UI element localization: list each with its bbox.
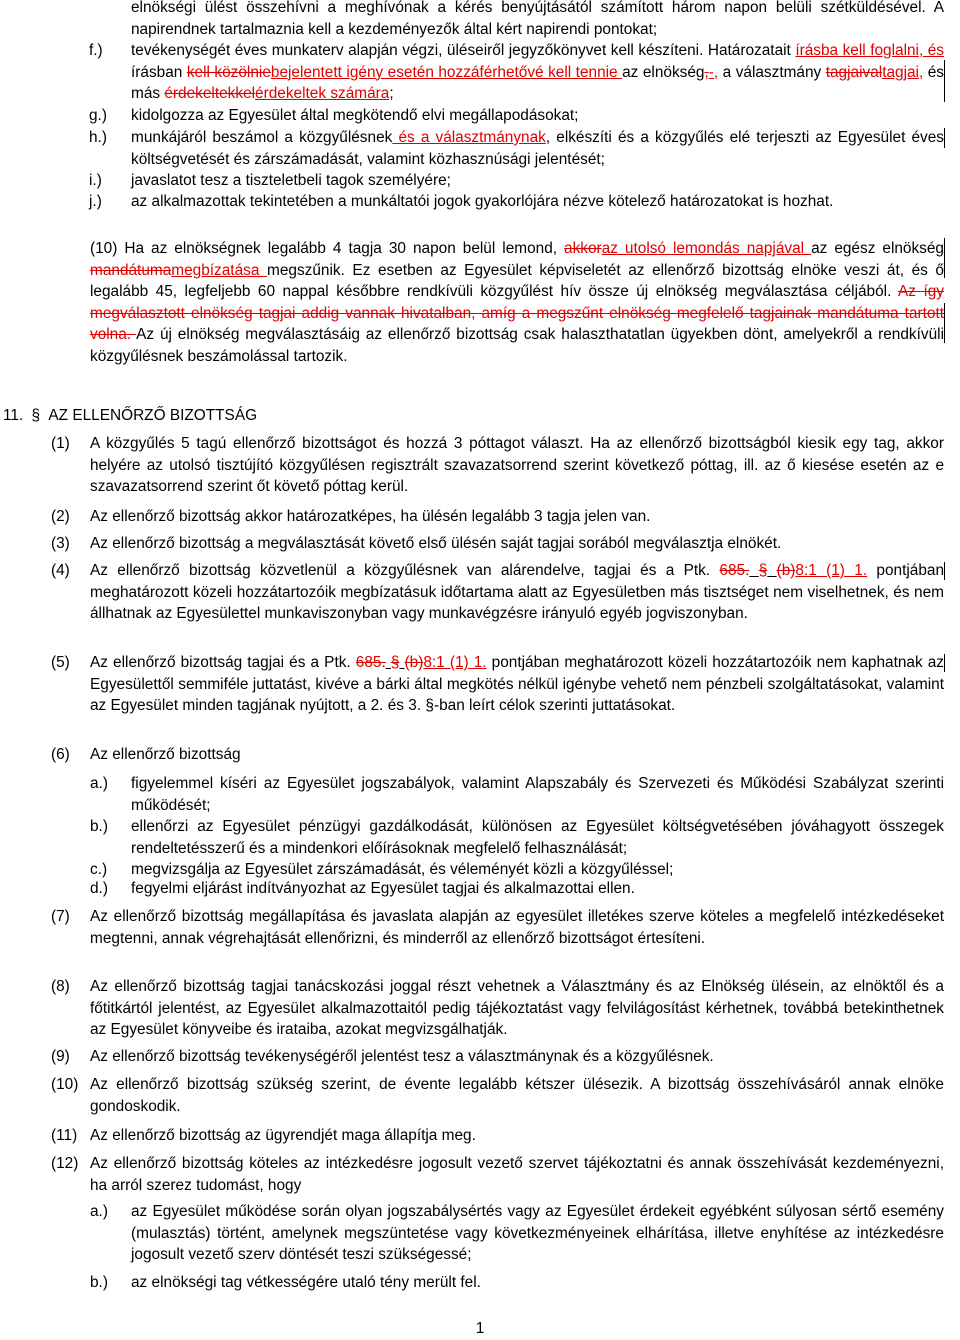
para-11-text: Az ellenőrző bizottság az ügyrendjét maga állapítja meg. [90,1127,476,1144]
para-6-d-label: d.) [90,880,108,897]
item-h-label: h.) [89,129,107,146]
para-9-text: Az ellenőrző bizottság tevékenységéről jelentést tesz a választmánynak és a közgyűlésnek. [90,1048,714,1065]
inserted-text: -, [708,63,719,81]
text-run [749,562,758,579]
inserted-text: tagjai, [882,63,924,81]
para-10-text: Az ellenőrző bizottság szükség szerint, de évente legalább kétszer ülésezik. A bizottság összehívásáról annak elnöke gondoskodik. [90,1076,944,1115]
para-12-b-label: b.) [90,1274,108,1291]
deleted-text: , [704,63,709,81]
section-title: AZ ELLENŐRZŐ BIZOTTSÁG [48,407,258,424]
text-run: megszűnik. Ez esetben az Egyesület képviseletét az ellenőrző bizottság elnöke veszi át, és ő legalább 45, legfeljebb 60 nappal későbbre rendkívüli közgyűlést hív össze új elnökség megválasztása céljából. [90,261,944,300]
para-6-d-text: fegyelmi eljárást indítványozhat az Egyesület tagjai és alkalmazottai ellen. [131,880,635,897]
para-6-a-label: a.) [90,775,108,792]
para-6-c-label: c.) [90,861,108,878]
item-h-text [131,127,944,170]
para-6-a-text: figyelemmel kíséri az Egyesület jogszabályok, valamint Alapszabály és Szervezeti és Működési Szabályzat szerinti működését; [131,775,944,814]
para-12-a-text: az Egyesület működése során olyan jogszabálysértés vagy az Egyesület érdekeit egyébként súlyosan sértő esemény (mulasztás) történt, amelynek megszüntetése vagy következményeinek elhárítása, illetve enyhítése az intézkedésre jogosult vezető szerv döntését teszi szükségessé; [131,1203,944,1263]
page-number: 1 [475,1320,485,1337]
para-7-text: Az ellenőrző bizottság megállapítása és javaslata alapján az egyesület illetékes szerve köteles a megfelelő intézkedéseket megtenni, annak végrehajtását ellenőrizni, és minderről az ellenőrző bizottságot értesíteni. [90,908,944,947]
text-run: pontjában meghatározott közeli hozzátartozóik nem kaphatnak az Egyesülettől semmiféle juttatást, kivéve a bárki által megkötés nélkül igénybe vehető nem pénzbeli szolgáltatásokat, valamint az Egyesület minden tagjának nyújtott, a 2. és 3. [90,654,945,714]
inserted-text: 8:1 (1) 1. [423,654,487,671]
deleted-text: érdekeltekkel [164,85,256,102]
para-6-b-text: ellenőrzi az Egyesület pénzügyi gazdálkodását, különösen az Egyesület költségvetésében jóváhagyott összegek rendeltetésszerű és a mindenkori előírásoknak megfelelő felhasználását; [131,818,944,857]
deleted-text: akkor [564,240,602,257]
text-run: munkájáról beszámol a közgyűlésnek [131,129,393,146]
para-1-label: (1) [51,435,70,452]
text-run: , elkészíti és a közgyűlés elé terjeszti az Egyesület éves költségvetését és zárszámadását, valamint közhasznúsági jelentését; [131,129,944,168]
para-5-text [90,652,944,717]
inserted-text: megbízatása [171,261,267,279]
change-bar [944,128,945,148]
deleted-text: kell közölnie [186,63,271,81]
change-bar [944,238,945,278]
para-6-c-text: megvizsgálja az Egyesület zárszámadását, és véleményét közli a közgyűléssel; [131,861,674,878]
para-12-text: Az ellenőrző bizottság köteles az intézkedésre jogosult vezető szervet tájékoztatni és annak összehívását kezdeményezni, ha arról szerez tudomást, hogy [90,1155,944,1194]
deleted-text: (b) [776,562,796,579]
inserted-text: 8:1 (1) 1. [795,562,868,579]
para-11-label: (11) [51,1127,78,1144]
text-run: Az új elnökség megválasztásáig az ellenőrző bizottság csak halaszthatatlan ügyekben dönt, amelyekről a rendkívüli közgyűlésnek beszámolással tartozik. [90,326,944,365]
para-3-text: Az ellenőrző bizottság a megválasztását követő első ülésén saját tagjai sorából megválasztja elnökét. [90,535,782,552]
item-j-label: j.) [89,193,102,210]
inserted-text: írásba kell foglalni, és [795,42,944,59]
item-g-label: g.) [89,107,107,124]
item-i-text: javaslatot tesz a tiszteletbeli tagok személyére; [131,172,451,189]
text-run: a választmány [718,63,826,81]
deleted-text: § [758,562,768,579]
item-i-label: i.) [89,172,102,189]
para-12-a-label: a.) [90,1203,108,1220]
para-2-label: (2) [51,508,70,525]
inserted-text: az utolsó lemondás napjával [601,240,812,257]
text-run [767,562,776,579]
text-run: és más [131,63,945,102]
para-7-label: (7) [51,908,70,925]
deleted-text: Az így megválasztott elnökség tagjai addig vannak hivatalban, amíg a megszűnt elnökség megfelelő tagjainak mandátuma tartott volna. [90,283,944,343]
text-run: Az ellenőrző bizottság tagjai és a Ptk. [90,654,356,671]
para-8-label: (8) [51,978,70,995]
para-6-label: (6) [51,746,70,763]
item-f-text [131,40,944,105]
deleted-text: 685. [719,562,750,579]
deleted-text: § [390,654,400,671]
deleted-text: (b) [404,654,424,671]
para-3-label: (3) [51,535,70,552]
section-sign: § [31,407,41,424]
para-12-label: (12) [51,1155,79,1172]
para-9-label: (9) [51,1048,70,1065]
text-run: Az ellenőrző bizottság közvetlenül a közgyűlésnek van alárendelve, tagjai és a Ptk. [90,562,720,579]
item-j-text: az alkalmazottak tekintetében a munkáltatói jogok gyakorlójára nézve kötelező határozatokat is hozhat. [131,193,834,210]
text-run: tevékenységét éves munkaterv alapján végzi, üléseiről jegyzőkönyvet kell készíteni. Határozatait [131,42,796,59]
paragraph-10 [90,238,944,367]
text-run: -ban leírt célok szerinti juttatásokat. [433,697,676,714]
section-sign: § [425,697,434,714]
paragraph-continuation: elnökségi ülést összehívni a meghívónak a kérés benyújtásától számított három napon belüli szétküldésével. A napirendnek tartalmaznia kell a kezdeményezők által kért napirendi pontokat; [131,0,944,38]
para-6-text: Az ellenőrző bizottság [90,746,241,763]
text-run: ; [389,85,394,102]
text-run: pontjában meghatározott közeli hozzátartozóik megbízatásuk időtartama alatt az Egyesületben más tisztséget nem viselhetnek, és nem állhatnak az Egyesülettel munkaviszonyban vagy munkavégzésre irányuló egyéb jogviszonyban. [90,562,945,622]
inserted-text: érdekeltek számára [255,85,390,102]
deleted-text: mandátuma [90,261,172,279]
change-bar [944,60,945,102]
para-1-text: A közgyűlés 5 tagú ellenőrző bizottságot és hozzá 3 póttagot választ. Ha az ellenőrző bizottságból kiesik egy tag, akkor helyére az utolsó tisztújító közgyűlésen regisztrált szavazatsorrend szerint következő póttag, ill. az ő kiesése esetén az e szavazatsorrend szerint őt követő póttag kerül. [90,435,944,495]
item-g-text: kidolgozza az Egyesület által megkötendő elvi megállapodásokat; [131,107,579,124]
inserted-text: bejelentett igény esetén hozzáférhetővé kell tennie [270,63,623,81]
para-6-b-label: b.) [90,818,108,835]
change-bar [944,303,945,343]
para-12-b-text: az elnökségi tag vétkességére utaló tény merült fel. [131,1274,481,1291]
text-run: az egész elnökség [811,240,944,257]
inserted-text: és a választmánynak [392,129,546,146]
text-run: (10) Ha az elnökségnek legalább 4 tagja 30 napon belül lemond, [90,240,565,257]
para-2-text: Az ellenőrző bizottság akkor határozatképes, ha ülésén legalább 3 tagja jelen van. [90,508,651,525]
change-bar [944,562,945,580]
item-f-label: f.) [89,42,103,59]
deleted-text: 685. [355,654,386,671]
para-10-label: (10) [51,1076,79,1093]
section-number: 11. [3,407,24,424]
section-heading [3,405,257,427]
text-run: az elnökség [622,63,705,81]
deleted-text: tagjaival [825,63,883,81]
para-8-text: Az ellenőrző bizottság tagjai tanácskozási joggal részt vehetnek a Választmány és az Elnökség ülésein, az elnöktől és a főtitkártól jelentést, az Egyesület alkalmazottaitól pedig tájékoztatást vagy felvilágosítást kérhetnek, továbbá betekinthetnek az Egyesület könyveibe és irataiba, azokat megvizsgálhatják. [90,978,944,1038]
para-5-label: (5) [51,654,70,671]
para-4-label: (4) [51,562,70,579]
text-run: írásban [131,63,187,81]
para-4-text [90,560,944,625]
change-bar [944,654,945,672]
